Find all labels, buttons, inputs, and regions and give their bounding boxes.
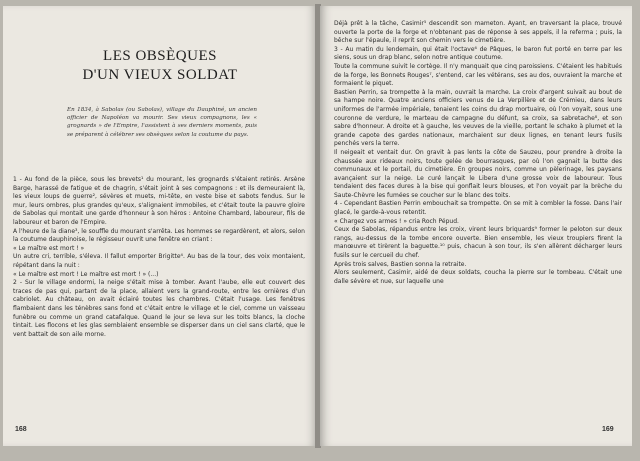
page-number-left: 168: [15, 426, 27, 433]
left-body-text: 1 - Au fond de la pièce, sous les brevets¹ du mourant, les grognards s'étaient retirés. Arsène Barge, harassé de fatigue et de chagrin, s'était joint à ses compagnons : et ils demeuraient là, les vieux loups de guerre², sévères et muets, mi-tête, en veste bise et sabots fendus. Sur le mur, leurs ombres, plus grandes qu'eux, s'alignaient immobiles, et c'était toute la pauvre gloire de Sabolas qui montait une garde d'honneur à son héros : Antoine Chambard, laboureur, fils de laboureur et baron de l'Empire. A l'heure de la diane³, le souffle du mourant s'arrêta. Les hommes se regardèrent, et alors, selon la coutume dauphinoise, le régisseur ouvrit une fenêtre en criant : « Le maître est mort ! » Un autre cri, terrible, s'éleva. Il fallut emporter Brigitte⁴. Au bas de la tour, des voix montaient, répétant dans la nuit : « Le maître est mort ! Le maître est mort ! » (...) 2 - Sur le village endormi, la neige s'était mise à tomber. Avant l'aube, elle eut couvert des traces de pas qui, partant de la place, allaient vers la grand-route, entre les ornières d'un cabriolet. Au château, on avait éclairé toutes les chambres. C'était l'usage. Les fenêtres flambaient dans les ténèbres sans fond et c'était entre le village et le ciel, comme un vaisseau funèbre ou comme un grand catafalque. Quand le jour se leva sur les toits blancs, la cloche tintait. Les flocons et les glas semblaient ensemble se disperser dans un ciel sans clarté, que le vent battait de son aile morne.: [13, 176, 305, 338]
left-page: [3, 6, 317, 446]
right-page: [320, 6, 632, 446]
chapter-title-line-1: LES OBSÈQUES: [103, 48, 217, 64]
page-number-right: 169: [602, 426, 614, 433]
chapter-title-line-2: D'UN VIEUX SOLDAT: [82, 67, 238, 83]
intro-paragraph: En 1834, à Sabolas (ou Sabolas), village du Dauphiné, un ancien officier de Napoléon va mourir. Ses vieux compagnons, les « grognards » de l'Empire, l'assistent à ses derniers moments, puis se préparent à célébrer ses obsèques selon la coutume du pays.: [67, 107, 257, 138]
right-body-text: Déjà prêt à la tâche, Casimir⁵ descendit son mameton. Ayant, en traversant la place, trouvé ouverte la porte de la forge et n'obtenant pas de réponse à ses appels, il la referma ; puis, la bêche sur l'épaule, il reprit son chemin vers le cimetière. 3 - Au matin du lendemain, qui était l'octave⁶ de Pâques, le baron fut porté en terre par les siens, sous un drap blanc, selon notre antique coutume. Toute la commune suivit le cortège. Il n'y manquait que cinq paroissiens. C'étaient les habitués de la forge, les Bonnets Rouges⁷, s'entend, car les vétérans, ses au dos, ouvraient la marche et formaient le piquet. Bastien Perrin, sa trompette à la main, ouvrait la marche. La croix d'argent suivait au bout de sa hampe noire. Quatre anciens officiers venus de La Verpillère et de Crémieu, dans leurs uniformes de l'armée impériale, tenaient les coins du drap mortuaire, où l'on voyait, sous une couronne de verdure, le marteau de campagne du défunt, sa croix, sa sabretache⁸, et son sabre d'honneur. A droite et à gauche, les veuves de la vieille, portant le schako à plumet et la grande capote des gardes nationaux, marchaient sur deux lignes, en tenant leurs fusils penchés vers la terre. Il neigeait et ventait dur. On gravit à pas lents la côte de Sauzeu, pour prendre à droite la chaussée aux rideaux noirs, toute gelée de bourrasques, par où l'on gagnait la butte des communaux et le portail, du cimetière. En groupes noirs, comme un pèlerinage, les paysans avançaient sur la neige. Le curé lançait le Libera d'une grosse voix de laboureur. Tous tendaient des faces dures à la bise qui gonflait leurs blouses, et l'on voyait par la brèche du Saute-Chèvre les fumées se coucher sur le blanc des toits. 4 - Cependant Bastien Perrin embouchait sa trompette. On se mit à combler la fosse. Dans l'air glacé, le garde-à-vous retentit. « Chargez vos armes ! » cria Roch Pépud. Ceux de Sabolas, répandus entre les croix, virent leurs briquards⁹ former le peloton sur deux rangs, au-dessus de la tombe encore ouverte. Bien ensemble, les vieux troupiers firent la manœuvre et tirèrent la baguette.¹⁰ puis, chacun à son tour, ils s'en allèrent décharger leurs fusils sur le cercueil du chef. Après trois salves, Bastien sonna la retraite. Alors seulement, Casimir, aidé de deux soldats, coucha la pierre sur le tombeau. C'était une dalle sévère et nue, sur laquelle une: [334, 20, 622, 285]
